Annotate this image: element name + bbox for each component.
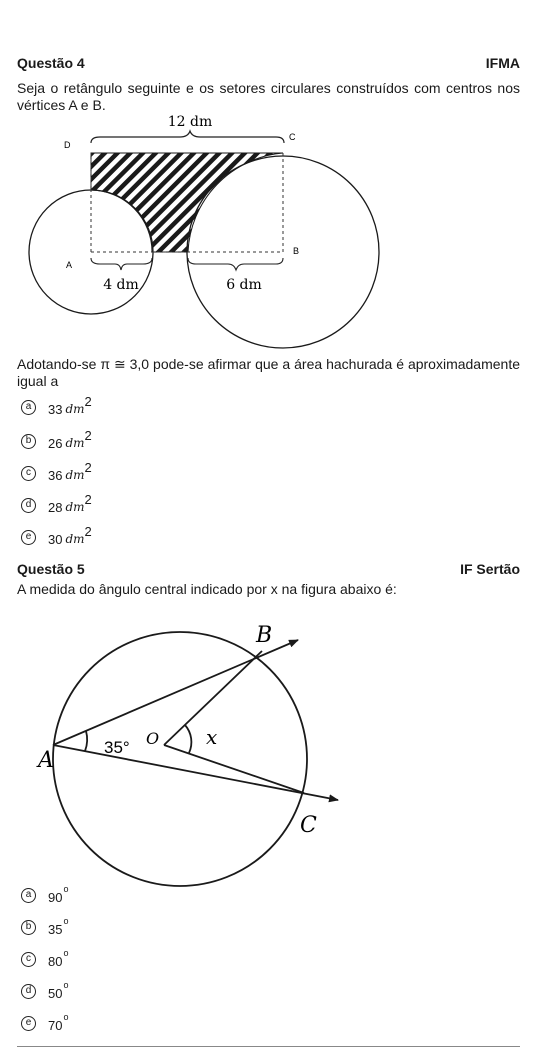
q4-option-a-bubble[interactable]: a [21, 400, 36, 415]
q4-option-a-value: 33 [48, 401, 63, 417]
question-5-figure [0, 610, 535, 880]
q4-option-d[interactable] [21, 491, 92, 516]
q4-option-b-value: 26 [48, 435, 63, 451]
label-x: x [206, 725, 218, 749]
ray-ac [53, 745, 338, 800]
label-A: A [38, 748, 54, 773]
q4-option-e[interactable] [21, 523, 92, 548]
q4-option-d-unit: dm [65, 499, 85, 514]
label-35-degrees: 35° [104, 738, 130, 757]
question-5-header [17, 561, 520, 577]
q4-option-b-unit: dm [65, 435, 85, 450]
q4-option-d-exp: 2 [84, 491, 92, 507]
label-4dm: 4 dm [103, 277, 139, 293]
label-B: B [293, 246, 300, 256]
q5-option-e-degree: o [63, 1011, 69, 1022]
q5-option-b-bubble[interactable]: b [21, 920, 36, 935]
q5-option-c-degree: o [63, 947, 69, 958]
q4-option-c-bubble[interactable]: c [21, 466, 36, 481]
label-O: O [146, 729, 160, 748]
q4-option-c-unit: dm [65, 467, 85, 482]
q4-option-a[interactable] [21, 393, 92, 418]
q5-option-a-bubble[interactable]: a [21, 888, 36, 903]
label-12dm: 12 dm [167, 114, 213, 130]
q4-option-a-unit: dm [65, 401, 85, 416]
q5-option-b-value: 35 [48, 921, 63, 937]
label-C: C [289, 132, 296, 142]
q4-option-e-unit: dm [65, 531, 85, 546]
q5-option-c-value: 80 [48, 953, 63, 969]
question-4-title: Questão 4 [17, 55, 85, 71]
q4-option-c[interactable] [21, 459, 92, 484]
q5-option-a[interactable] [21, 884, 68, 906]
label-C: C [300, 813, 317, 838]
q4-option-d-bubble[interactable]: d [21, 498, 36, 513]
question-4-header [17, 55, 520, 71]
q5-option-a-degree: o [63, 883, 69, 894]
q5-option-b[interactable] [21, 916, 68, 938]
q4-option-b-bubble[interactable]: b [21, 434, 36, 449]
hatched-area [91, 153, 283, 252]
q4-option-e-bubble[interactable]: e [21, 530, 36, 545]
question-4-figure [0, 110, 535, 360]
radius-oc [164, 745, 304, 793]
q5-option-d-bubble[interactable]: d [21, 984, 36, 999]
q5-option-e[interactable] [21, 1012, 68, 1034]
q5-option-a-value: 90 [48, 889, 63, 905]
q4-option-d-value: 28 [48, 499, 63, 515]
label-D: D [64, 140, 71, 150]
label-A: A [66, 260, 73, 270]
ray-ab [53, 640, 298, 745]
q5-option-d-degree: o [63, 979, 69, 990]
q5-option-c[interactable] [21, 948, 68, 970]
q4-option-a-exp: 2 [84, 393, 92, 409]
circle-o [53, 632, 307, 886]
label-B: B [256, 623, 273, 648]
q4-option-e-value: 30 [48, 531, 63, 547]
q5-option-d[interactable] [21, 980, 68, 1002]
q5-option-d-value: 50 [48, 985, 63, 1001]
q4-option-c-exp: 2 [84, 459, 92, 475]
page-divider [17, 1046, 520, 1047]
q4-option-b-exp: 2 [84, 427, 92, 443]
q5-option-b-degree: o [63, 915, 69, 926]
question-5-statement: A medida do ângulo central indicado por x na figura abaixo é: [17, 581, 397, 597]
question-4-prompt: Adotando-se π ≅ 3,0 pode-se afirmar que a área hachurada é aproximadamente igual a [17, 356, 520, 389]
question-5-source: IF Sertão [460, 561, 520, 577]
label-6dm: 6 dm [226, 277, 262, 293]
question-5-title: Questão 5 [17, 561, 85, 577]
q4-option-c-value: 36 [48, 467, 63, 483]
q5-option-e-value: 70 [48, 1017, 63, 1033]
question-4-source: IFMA [485, 55, 520, 71]
question-4-statement: Seja o retângulo seguinte e os setores circulares construídos com centros nos vértices A e B. [17, 80, 520, 113]
q5-option-c-bubble[interactable]: c [21, 952, 36, 967]
q4-option-e-exp: 2 [84, 523, 92, 539]
q4-option-b[interactable] [21, 427, 92, 452]
q5-option-e-bubble[interactable]: e [21, 1016, 36, 1031]
